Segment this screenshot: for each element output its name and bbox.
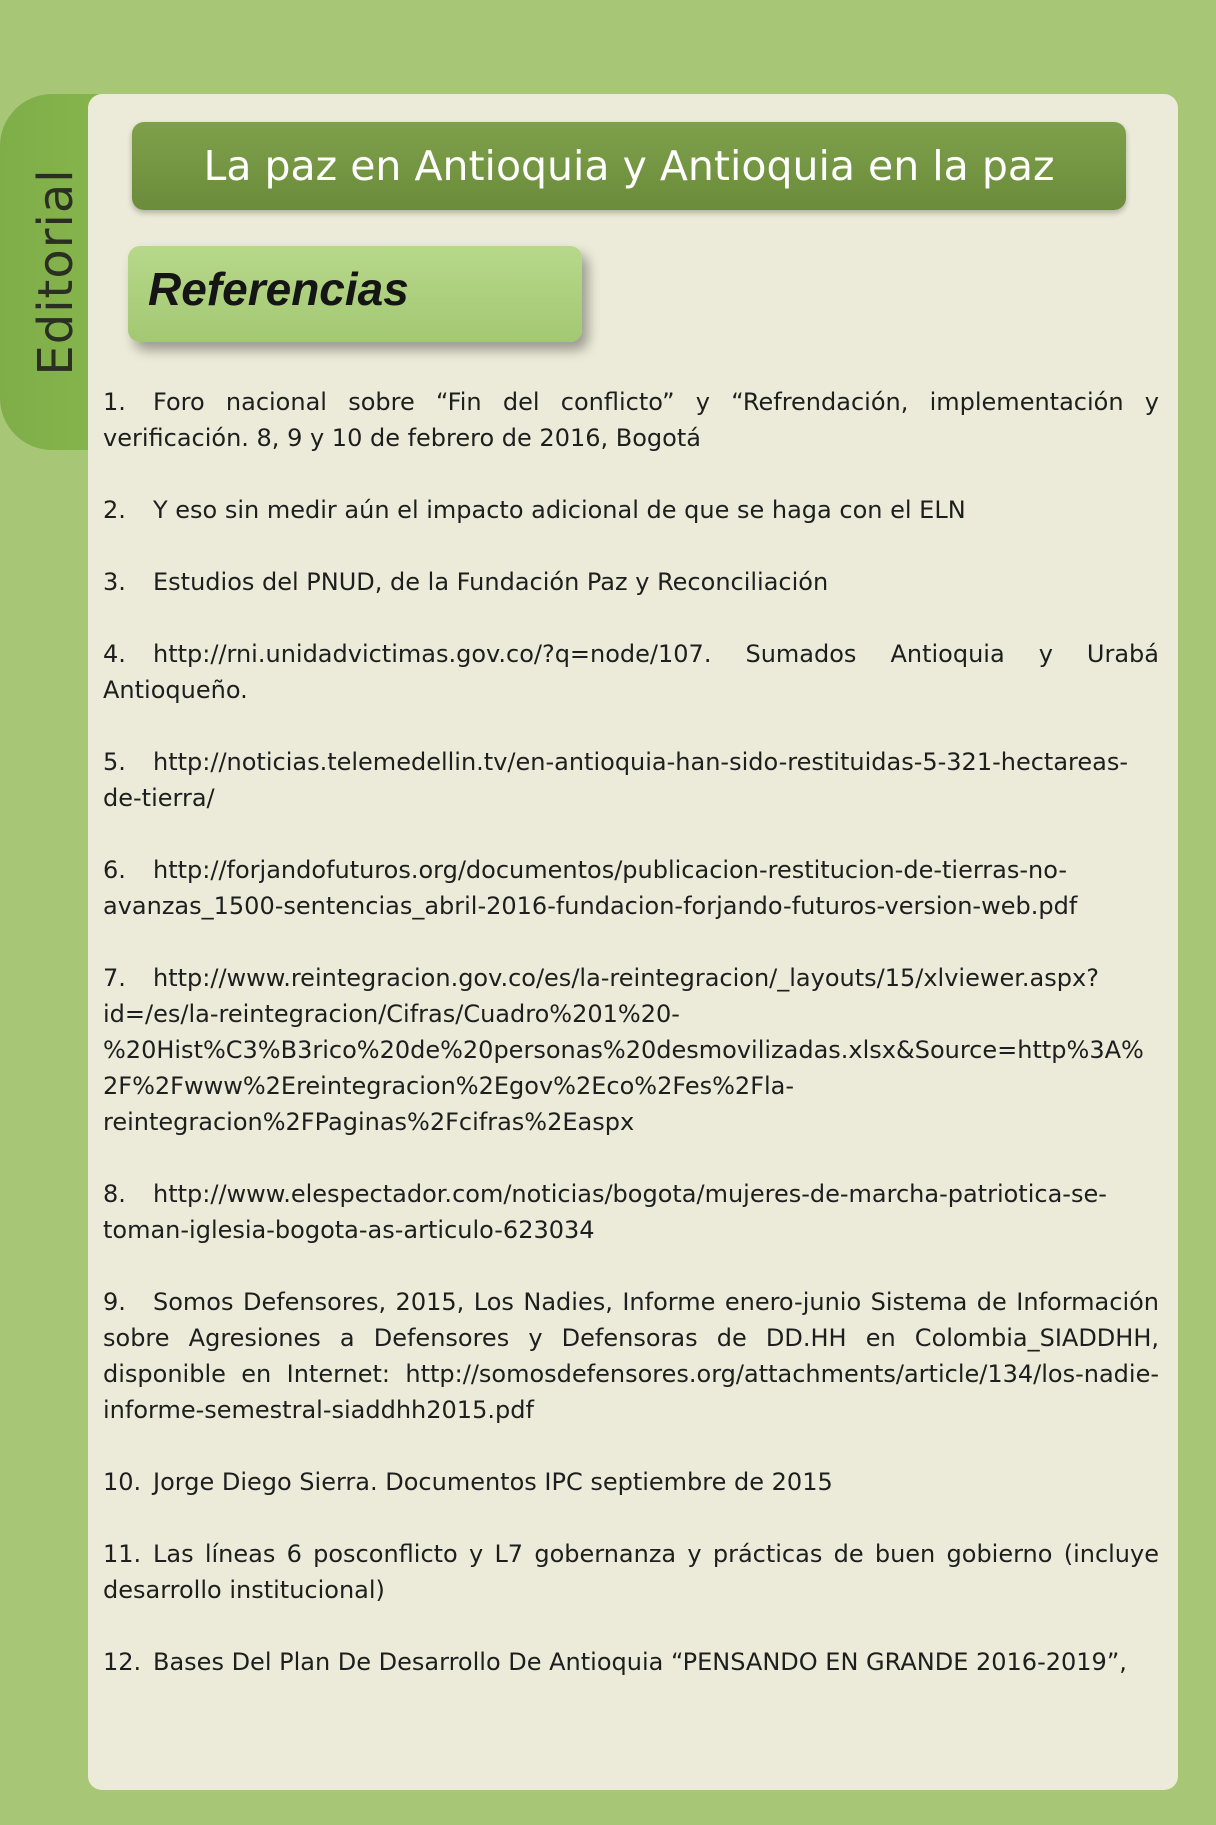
reference-item (103, 852, 1159, 924)
reference-number: 8. (103, 1180, 126, 1208)
reference-text: http://rni.unidadvictimas.gov.co/?q=node/107. Sumados Antioquia y Urabá Antioqueño. (103, 640, 1159, 704)
reference-text: Estudios del PNUD, de la Fundación Paz y Reconciliación (153, 568, 829, 596)
reference-item (103, 1644, 1159, 1680)
reference-number: 7. (103, 964, 126, 992)
reference-item (103, 384, 1159, 456)
reference-number: 6. (103, 856, 126, 884)
reference-item (103, 492, 1159, 528)
reference-number: 2. (103, 496, 126, 524)
reference-item (103, 960, 1159, 1140)
reference-text: Bases Del Plan De Desarrollo De Antioquia “PENSANDO EN GRANDE 2016-2019”, (153, 1648, 1127, 1676)
reference-number: 10. (103, 1468, 142, 1496)
section-title: Referencias (148, 263, 409, 315)
reference-item (103, 1284, 1159, 1428)
reference-text: Y eso sin medir aún el impacto adicional de que se haga con el ELN (153, 496, 966, 524)
reference-text: http://noticias.telemedellin.tv/en-antioquia-han-sido-restituidas-5-321-hectareas-de-tierra/ (103, 748, 1129, 812)
reference-number: 5. (103, 748, 126, 776)
reference-number: 12. (103, 1648, 142, 1676)
reference-number: 1. (103, 388, 126, 416)
reference-number: 4. (103, 640, 126, 668)
reference-number: 9. (103, 1288, 126, 1316)
reference-text: Las líneas 6 posconflicto y L7 gobernanza y prácticas de buen gobierno (incluye desarrollo institucional) (103, 1540, 1159, 1604)
reference-item (103, 1176, 1159, 1248)
reference-text: Somos Defensores, 2015, Los Nadies, Informe enero-junio Sistema de Información sobre Agresiones a Defensores y Defensoras de DD.HH en Colombia_SIADDHH, disponible en Internet: http://somosdefensores.org/attachments/article/134/los-nadie-informe-semestral-siaddhh2015.pdf (103, 1288, 1159, 1424)
reference-text: Jorge Diego Sierra. Documentos IPC septiembre de 2015 (153, 1468, 833, 1496)
reference-item (103, 564, 1159, 600)
side-tab-label: Editorial (28, 168, 84, 376)
section-heading-box (128, 246, 582, 342)
reference-text: Foro nacional sobre “Fin del conflicto” y “Refrendación, implementación y verificación. 8, 9 y 10 de febrero de 2016, Bogotá (103, 388, 1159, 452)
reference-text: http://www.elespectador.com/noticias/bogota/mujeres-de-marcha-patriotica-se-toman-iglesia-bogota-as-articulo-623034 (103, 1180, 1107, 1244)
page-title: La paz en Antioquia y Antioquia en la paz (203, 142, 1055, 190)
reference-list (103, 384, 1159, 1716)
reference-number: 11. (103, 1540, 142, 1568)
title-banner (132, 122, 1126, 210)
reference-text: http://forjandofuturos.org/documentos/publicacion-restitucion-de-tierras-no-avanzas_1500-sentencias_abril-2016-fundacion-forjando-futuros-version-web.pdf (103, 856, 1078, 920)
reference-number: 3. (103, 568, 126, 596)
reference-text: http://www.reintegracion.gov.co/es/la-reintegracion/_layouts/15/xlviewer.aspx?id=/es/la-reintegracion/Cifras/Cuadro%201%20-%20Hist%C3%B3rico%20de%20personas%20desmovilizadas.xlsx&Source=http%3A%2F%2Fwww%2Ereintegracion%2Egov%2Eco%2Fes%2Fla-reintegracion%2FPaginas%2Fcifras%2Easpx (103, 964, 1144, 1136)
reference-item (103, 636, 1159, 708)
reference-item (103, 744, 1159, 816)
reference-item (103, 1536, 1159, 1608)
reference-item (103, 1464, 1159, 1500)
